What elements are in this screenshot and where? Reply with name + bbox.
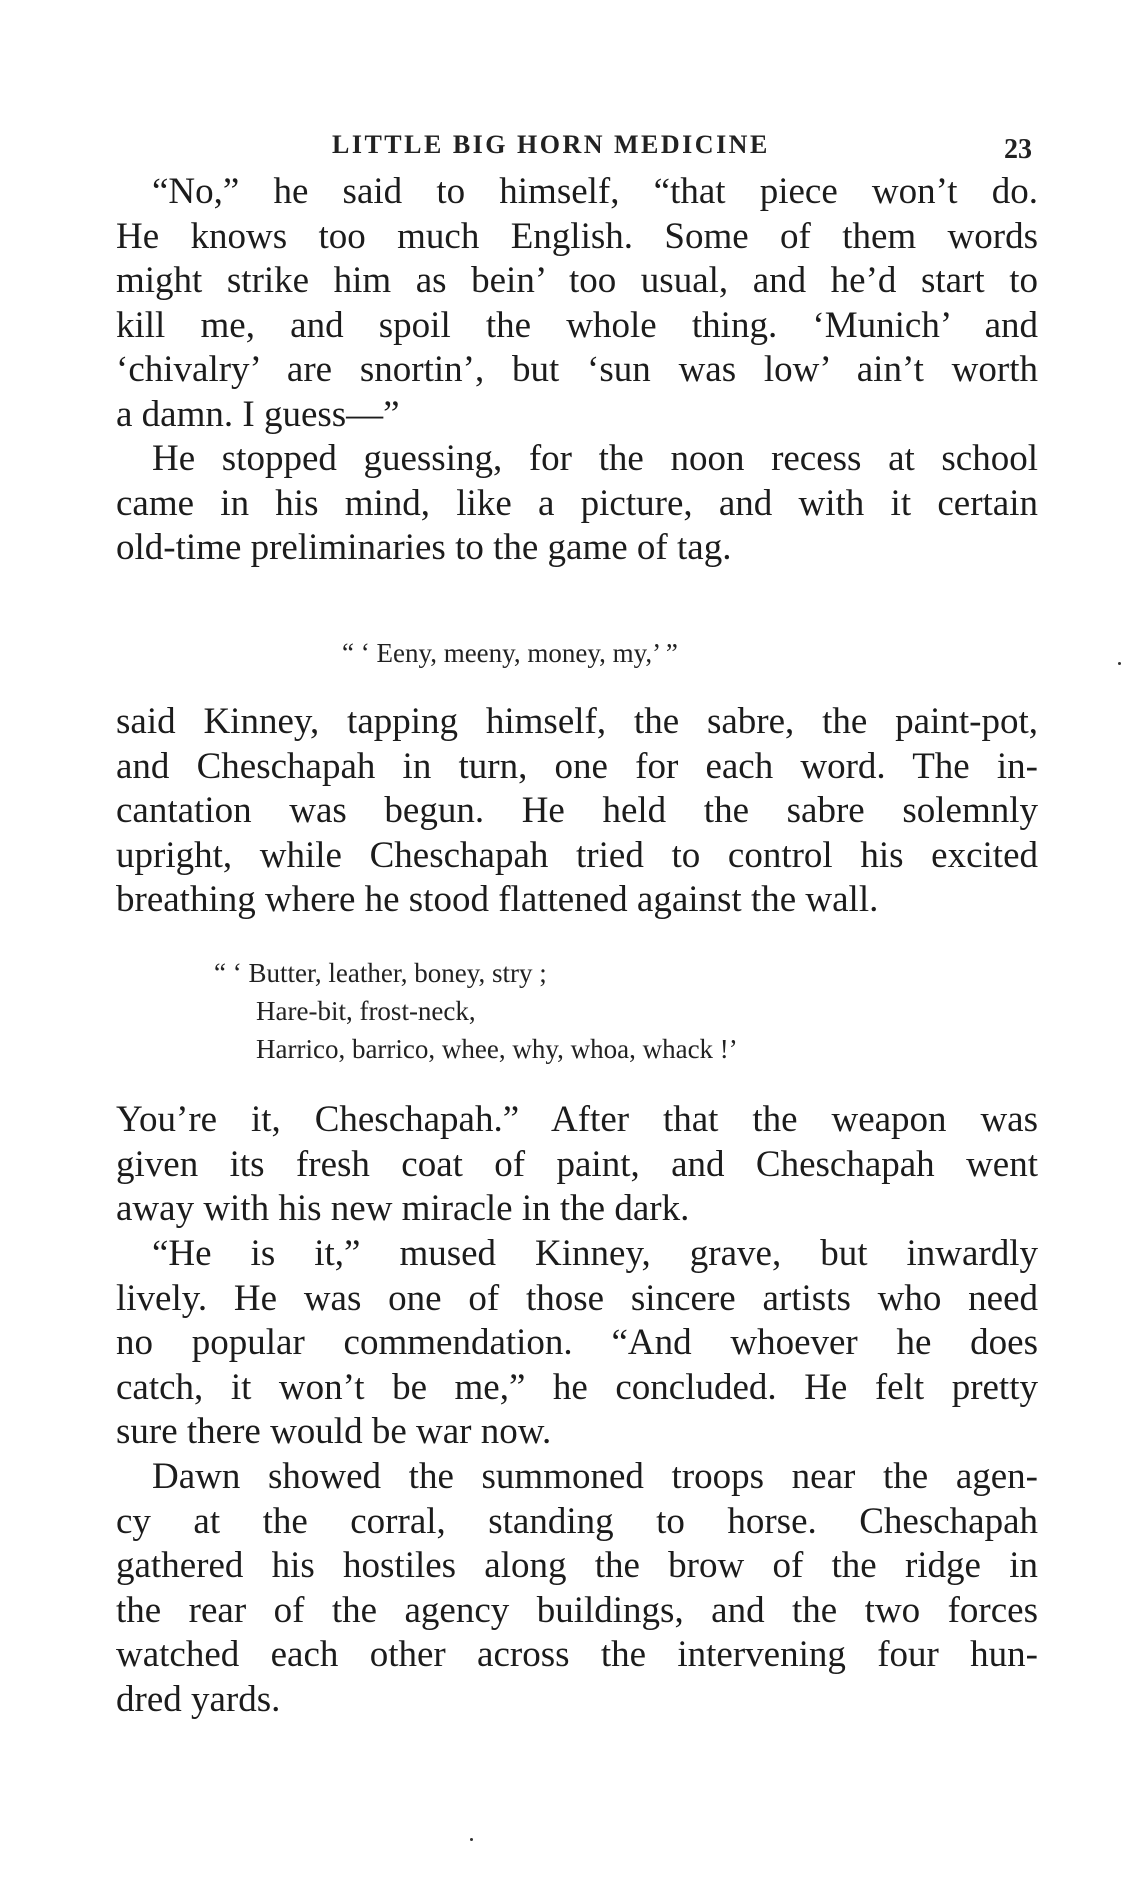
text-line: old-time preliminaries to the game of tag. (116, 527, 732, 569)
speck-mark (470, 1838, 473, 1841)
text-line: and Cheschapah in turn, one for each word. The in- (116, 745, 1038, 787)
running-title: LITTLE BIG HORN MEDICINE (332, 130, 770, 159)
paragraph-2 (116, 437, 1038, 571)
page-number: 23 (1004, 134, 1032, 165)
text-line: away with his new miracle in the dark. (116, 1188, 690, 1230)
speck-mark (1118, 662, 1121, 665)
text-line: breathing where he stood flattened against the wall. (116, 879, 879, 921)
verse-line: Harrico, barrico, whee, why, whoa, whack !’ (256, 1034, 738, 1064)
running-head (0, 130, 1142, 166)
text-line: said Kinney, tapping himself, the sabre, the paint-pot, (116, 701, 1038, 742)
text-line: cantation was begun. He held the sabre solemnly (116, 790, 1038, 832)
paragraph-6 (116, 1455, 1038, 1723)
verse-line: Hare-bit, frost-neck, (256, 996, 476, 1026)
paragraph-4 (116, 1098, 1038, 1232)
paragraph-5 (116, 1232, 1038, 1455)
text-line: lively. He was one of those sincere artists who need (116, 1277, 1038, 1319)
text-line: the rear of the agency buildings, and the two forces (116, 1589, 1038, 1631)
text-line: gathered his hostiles along the brow of the ridge in (116, 1545, 1038, 1587)
text-line: He stopped guessing, for the noon recess at school (152, 438, 1038, 479)
text-line: “No,” he said to himself, “that piece won’t do. (152, 171, 1038, 212)
text-line: He knows too much English. Some of them words (116, 215, 1038, 257)
text-line: You’re it, Cheschapah.” After that the weapon was (116, 1099, 1038, 1140)
text-line: kill me, and spoil the whole thing. ‘Munich’ and (116, 304, 1038, 346)
text-line: dred yards. (116, 1678, 281, 1720)
paragraph-3 (116, 700, 1038, 923)
text-line: might strike him as bein’ too usual, and he’d start to (116, 260, 1038, 302)
verse-line: “ ‘ Butter, leather, boney, stry ; (214, 958, 547, 988)
text-line: upright, while Cheschapah tried to control his excited (116, 834, 1038, 876)
paragraph-1 (116, 170, 1038, 438)
text-line: catch, it won’t be me,” he concluded. He felt pretty (116, 1366, 1038, 1408)
verse-line: “ ‘ Eeny, meeny, money, my,’ ” (342, 638, 678, 668)
text-line: no popular commendation. “And whoever he does (116, 1322, 1038, 1364)
text-line: Dawn showed the summoned troops near the agen- (152, 1456, 1038, 1497)
text-line: “He is it,” mused Kinney, grave, but inwardly (152, 1233, 1038, 1274)
text-line: a damn. I guess—” (116, 393, 400, 435)
text-line: cy at the corral, standing to horse. Cheschapah (116, 1500, 1038, 1542)
text-line: watched each other across the intervening four hun- (116, 1634, 1038, 1676)
text-line: ‘chivalry’ are snortin’, but ‘sun was low’ ain’t worth (116, 349, 1038, 391)
text-line: given its fresh coat of paint, and Cheschapah went (116, 1143, 1038, 1185)
text-line: came in his mind, like a picture, and with it certain (116, 482, 1038, 524)
text-line: sure there would be war now. (116, 1411, 552, 1453)
